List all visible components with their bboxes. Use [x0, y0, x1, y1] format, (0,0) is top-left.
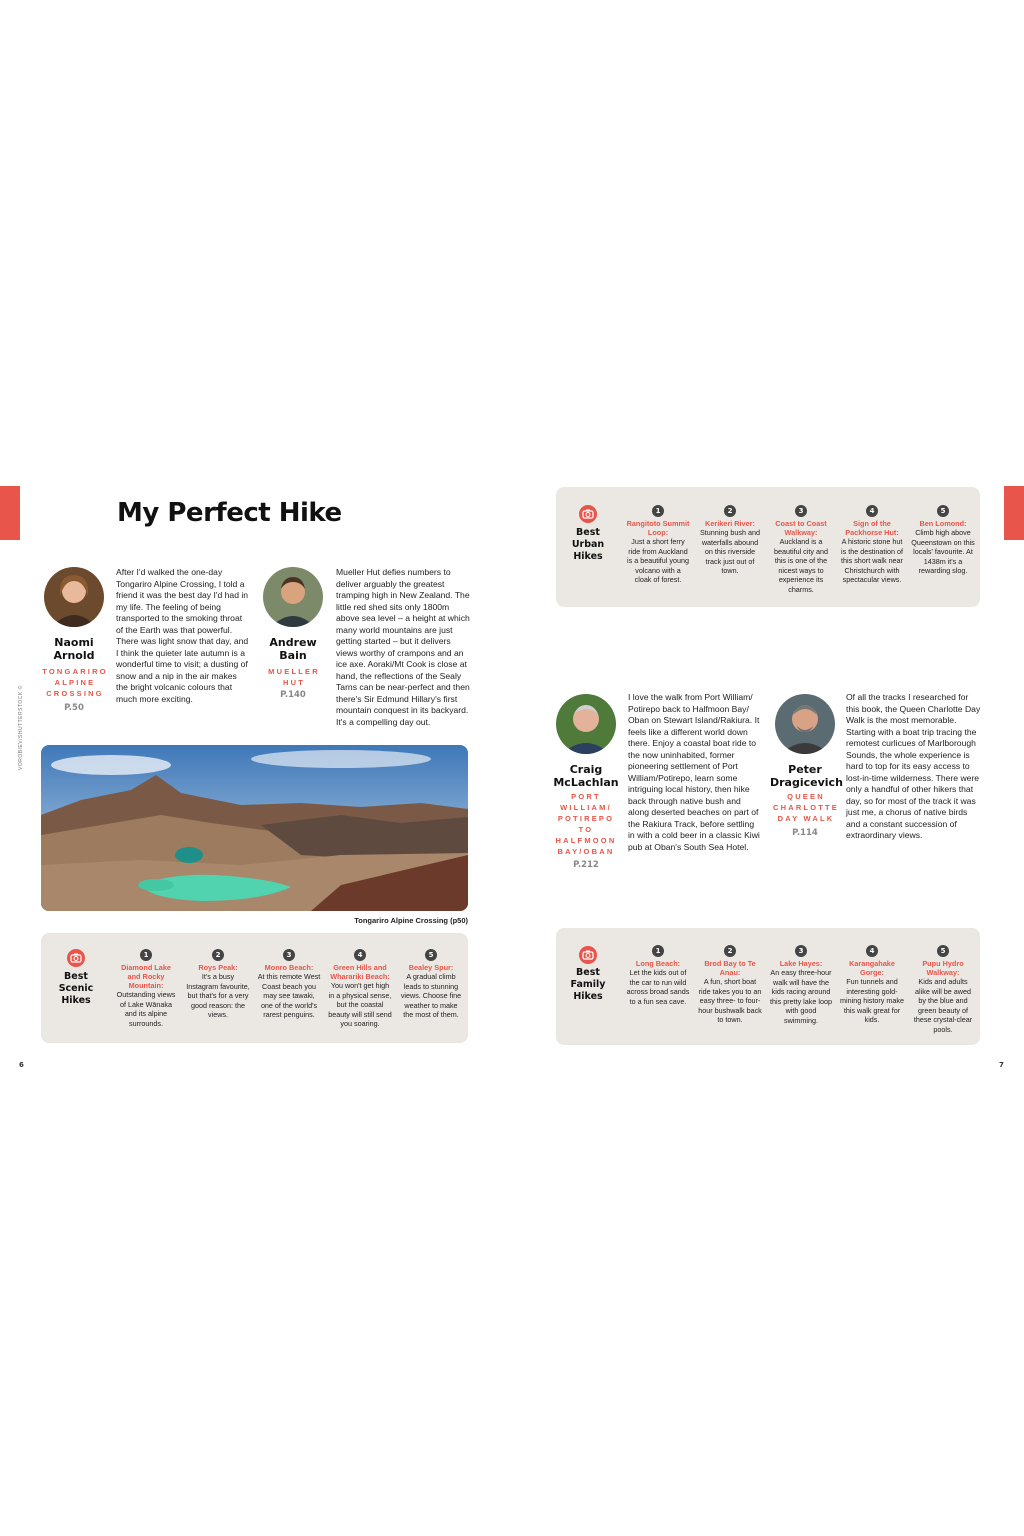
hike-item: 4 Green Hills and Wharariki Beach: You won't get high in a physical sense, but the coastal beauty will still send you soaring.	[328, 951, 392, 1028]
author-name: Peter Dragicevich	[770, 763, 843, 789]
author-name: Andrew Bain	[269, 636, 317, 662]
author-photo-peter	[775, 694, 835, 754]
author-route: PORT WILLIAM/ POTIREPO TO HALFMOON BAY/OBAN	[555, 792, 617, 856]
author-name: Craig McLachlan	[553, 763, 619, 789]
page-number-left: 6	[19, 1061, 24, 1069]
right-edge-tab	[1004, 486, 1024, 540]
camera-icon	[579, 946, 597, 964]
best-family-hikes-box	[556, 928, 980, 1045]
page-title: My Perfect Hike	[117, 498, 342, 528]
left-edge-tab	[0, 486, 20, 540]
author-route: MUELLER HUT	[268, 667, 320, 687]
hike-item: 5 Bealey Spur: A gradual climb leads to stunning views. Choose fine weather to make the most of them.	[400, 951, 462, 1019]
camera-icon	[67, 949, 85, 967]
author-page-ref: P.140	[280, 690, 306, 700]
author-route: QUEEN CHARLOTTE DAY WALK	[772, 792, 840, 823]
hike-item: 5 Ben Lomond: Climb high above Queenstown on this locals' favourite. At 1438m it's a rewarding slog.	[911, 507, 975, 575]
box-label: Best Urban Hikes	[571, 527, 605, 562]
box-label: Best Family Hikes	[570, 967, 606, 1002]
best-scenic-hikes-box	[41, 933, 468, 1043]
hike-item: 4 Sign of the Packhorse Hut: A historic stone hut is the destination of this short walk near Christchurch with spectacular views.	[841, 507, 903, 584]
page-number-right: 7	[999, 1061, 1004, 1069]
author-route: TONGARIRO ALPINE CROSSING	[42, 667, 108, 698]
hike-item: 3 Monro Beach: At this remote West Coast beach you may see tawaki, one of the world's rarest penguins.	[257, 951, 321, 1019]
author-story: Of all the tracks I researched for this book, the Queen Charlotte Day Walk is the most memorable. Starting with a boat trip tracing the remotest curlicues of Marlborough Sounds, the whole experience is hard to top for its easy access to lost-in-time wilderness. There were only a handful of other hikers that day, so for most of the track it was just me, a chorus of native birds and a constant succession of extraordinary views.	[846, 692, 981, 840]
author-name: Naomi Arnold	[53, 636, 95, 662]
author-page-ref: P.212	[573, 860, 599, 870]
hike-item: 5 Pupu Hydro Walkway: Kids and adults alike will be awed by the blue and green beauty of these crystal-clear pools.	[913, 947, 973, 1034]
hike-item: 1 Long Beach: Let the kids out of the car to run wild across broad sands to a fun sea cave.	[626, 947, 690, 1006]
tongariro-photo	[41, 745, 468, 911]
box-label: Best Scenic Hikes	[58, 971, 94, 1006]
author-page-ref: P.114	[792, 828, 818, 838]
photo-credit: VOROBIEV/SHUTTERSTOCK ©	[18, 685, 24, 770]
hike-item: 3 Lake Hayes: An easy three-hour walk will have the kids racing around this pretty lake loop with good swimming.	[770, 947, 832, 1025]
author-page-ref: P.50	[64, 703, 84, 713]
hike-item: 2 Roys Peak: It's a busy Instagram favourite, but that's for a very good reason: the views.	[186, 951, 250, 1019]
hike-item: 3 Coast to Coast Walkway: Auckland is a beautiful city and this is one of the nicest ways to experience its charms.	[774, 507, 828, 594]
author-story: I love the walk from Port William/ Potirepo back to Halfmoon Bay/ Oban on Stewart Island/Rakiura. It feels like a different world down there. Enjoy a coastal boat ride to the now uninhabited, former pioneering settlement of Port William/Potirepo, learn some intriguing local history, then hike back through native bush and along deserted beaches on part of the Rakiura Track, before settling in with a cold beer in a classic Kiwi pub at Oban's South Sea Hotel.	[628, 692, 760, 852]
author-photo-craig	[556, 694, 616, 754]
hike-item: 2 Kerikeri River: Stunning bush and waterfalls abound on this riverside track just out of town.	[700, 507, 760, 575]
author-story: Mueller Hut defies numbers to deliver arguably the greatest tramping high in New Zealand. The little red shed sits only 1800m above sea level – a height at which many world mountains are just getting started – but it delivers views worthy of crampons and an ice axe. Aoraki/Mt Cook is close at hand, the reflections of the Sealy Tarns can be near-perfect and then there's Sir Edmund Hillary's first mountain conquest in its backyard. It's a compelling day out.	[336, 567, 470, 727]
hike-item: 1 Diamond Lake and Rocky Mountain: Outstanding views of Lake Wānaka and its alpine surrounds.	[116, 951, 176, 1028]
author-story: After I'd walked the one-day Tongariro Alpine Crossing, I told a friend it was the best day I'd had in my life. The feeling of being transported to the smoking throat of the Earth was that powerful. There was light snow that day, and I think the quieter late autumn is a wonderful time to visit; a dusting of snow and a nip in the air makes the bright volcanic colours that much more exciting.	[116, 567, 249, 704]
hike-item: 1 Rangitoto Summit Loop: Just a short ferry ride from Auckland is a beautiful young volcano with a cloak of forest.	[626, 507, 690, 584]
camera-icon	[579, 505, 597, 523]
author-photo-naomi	[44, 567, 104, 627]
best-urban-hikes-box	[556, 487, 980, 607]
hike-item: 4 Karangahake Gorge: Fun tunnels and interesting gold-mining history make this walk great for kids.	[840, 947, 904, 1024]
photo-caption: Tongariro Alpine Crossing (p50)	[354, 916, 468, 925]
hike-item: 2 Brod Bay to Te Anau: A fun, short boat ride takes you to an easy three- to four-hour bushwalk back to town.	[698, 947, 762, 1024]
author-photo-andrew	[263, 567, 323, 627]
